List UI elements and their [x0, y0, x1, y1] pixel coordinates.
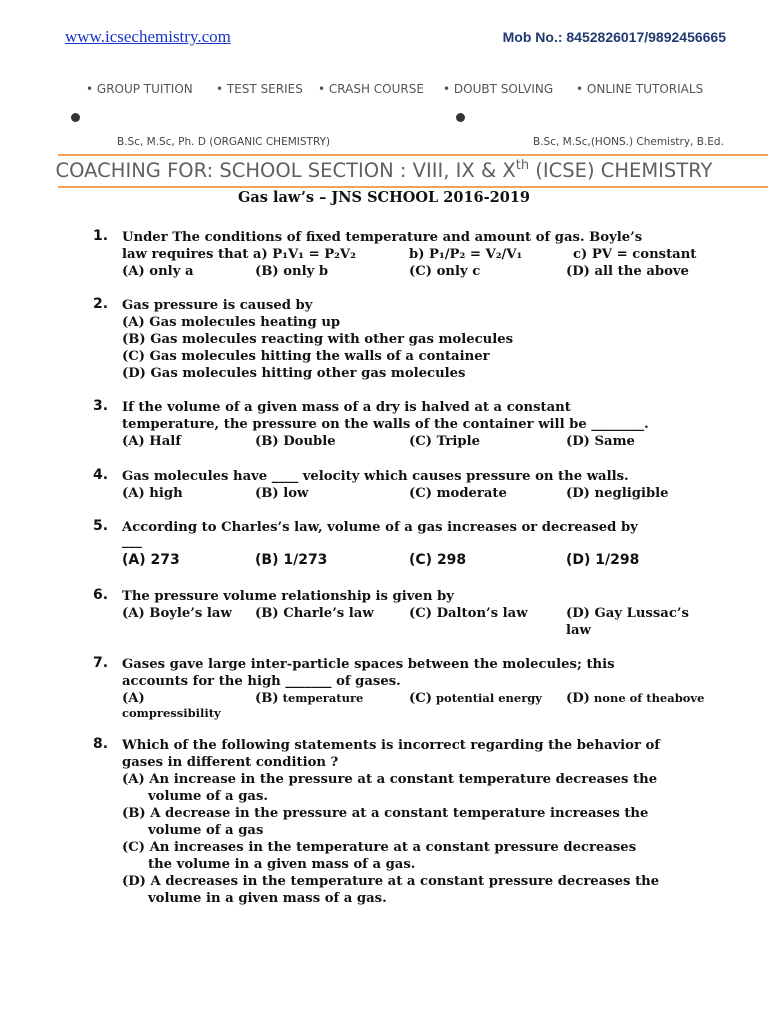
option-a: (A) Gas molecules heating up [122, 315, 341, 330]
option-b: (B) low [255, 486, 309, 501]
option-a: (A) only a [122, 264, 194, 279]
option-a: (A) An increase in the pressure at a constant temperature decreases the [122, 772, 658, 787]
option-c: (C) Dalton’s law [409, 606, 528, 621]
option-d: (D) negligible [566, 486, 669, 501]
service-online-tutorials: • ONLINE TUTORIALS [576, 82, 704, 96]
option-b: volume of a gas [148, 823, 264, 838]
question-number: 4. [93, 467, 109, 483]
option-a: (A) high [122, 486, 183, 501]
question-text: Under The conditions of fixed temperature and amount of gas. Boyle’s [122, 230, 643, 245]
option-d: (D) Gas molecules hitting other gas molecules [122, 366, 466, 381]
question-text: Which of the following statements is incorrect regarding the behavior of [122, 738, 660, 753]
mobile-number: Mob No.: 8452826017/9892456665 [502, 29, 726, 45]
service-test-series: • TEST SERIES [216, 82, 303, 96]
option-b: (B) 1/273 [255, 552, 328, 568]
question-number: 5. [93, 518, 109, 534]
option-d: law [566, 623, 591, 638]
divider-bottom [58, 186, 768, 188]
question-text: law requires that a) P₁V₁ = P₂V₂ [122, 247, 356, 262]
divider-top [58, 154, 768, 156]
question-text: If the volume of a given mass of a dry is halved at a constant [122, 400, 571, 415]
option-c: (C) 298 [409, 552, 467, 568]
services-list [86, 82, 726, 100]
page-title: Gas law’s – JNS SCHOOL 2016-2019 [237, 189, 531, 206]
option-c: (C) Gas molecules hitting the walls of a container [122, 349, 490, 364]
qualification-left: B.Sc, M.Sc, Ph. D (ORGANIC CHEMISTRY) [117, 136, 331, 148]
bullet-dot-icon [456, 113, 465, 122]
option-a: volume of a gas. [148, 789, 268, 804]
option-a: (A) Boyle’s law [122, 606, 232, 621]
option-b: (B) Gas molecules reacting with other gas molecules [122, 332, 514, 347]
service-group-tuition: • GROUP TUITION [86, 82, 193, 96]
option-d: (D) Gay Lussac’s [566, 606, 689, 621]
option-d: (D) none of theabove [566, 691, 705, 706]
option-c: (C) potential energy [409, 691, 542, 706]
question-blank: ___ [122, 534, 142, 549]
option-c: the volume in a given mass of a gas. [148, 857, 416, 872]
question-text: b) P₁/P₂ = V₂/V₁ [409, 247, 523, 262]
coaching-heading: COACHING FOR: SCHOOL SECTION : VIII, IX & Xth (ICSE) CHEMISTRY [55, 158, 713, 182]
option-a: (A) 273 [122, 552, 180, 568]
question-text: accounts for the high _______ of gases. [122, 674, 401, 689]
question-number: 3. [93, 398, 109, 414]
question-text: temperature, the pressure on the walls of the container will be ________. [122, 417, 649, 432]
option-a: compressibility [122, 706, 221, 720]
option-d: volume in a given mass of a gas. [148, 891, 387, 906]
question-number: 7. [93, 655, 109, 671]
question-text: Gas molecules have ____ velocity which causes pressure on the walls. [122, 469, 629, 484]
question-text: Gases gave large inter-particle spaces between the molecules; this [122, 657, 615, 672]
question-text: Gas pressure is caused by [122, 298, 313, 313]
top-bar [0, 24, 768, 54]
bullet-dot-icon [71, 113, 80, 122]
option-c: (C) An increases in the temperature at a constant pressure decreases [122, 840, 637, 855]
option-c: (C) moderate [409, 486, 507, 501]
option-c: (C) Triple [409, 434, 480, 449]
qualification-right: B.Sc, M.Sc,(HONS.) Chemistry, B.Ed. [533, 136, 724, 148]
option-d: (D) 1/298 [566, 552, 640, 568]
question-number: 6. [93, 587, 109, 603]
option-b: (B) temperature [255, 691, 364, 706]
website-link[interactable]: www.icsechemistry.com [65, 27, 231, 46]
option-b: (B) only b [255, 264, 329, 279]
option-d: (D) A decreases in the temperature at a constant pressure decreases the [122, 874, 660, 889]
question-text: The pressure volume relationship is given by [122, 589, 454, 604]
option-c: (C) only c [409, 264, 481, 279]
option-a: (A) [122, 691, 145, 706]
service-doubt-solving: • DOUBT SOLVING [443, 82, 554, 96]
question-text: c) PV = constant [573, 247, 697, 262]
option-b: (B) A decrease in the pressure at a constant temperature increases the [122, 806, 649, 821]
question-text: According to Charles’s law, volume of a gas increases or decreased by [122, 520, 638, 535]
question-text: gases in different condition ? [122, 755, 339, 770]
option-d: (D) all the above [566, 264, 689, 279]
question-number: 2. [93, 296, 109, 312]
option-b: (B) Double [255, 434, 336, 449]
option-b: (B) Charle’s law [255, 606, 374, 621]
question-number: 8. [93, 736, 109, 752]
option-a: (A) Half [122, 434, 181, 449]
option-d: (D) Same [566, 434, 635, 449]
question-number: 1. [93, 228, 109, 244]
service-crash-course: • CRASH COURSE [318, 82, 424, 96]
